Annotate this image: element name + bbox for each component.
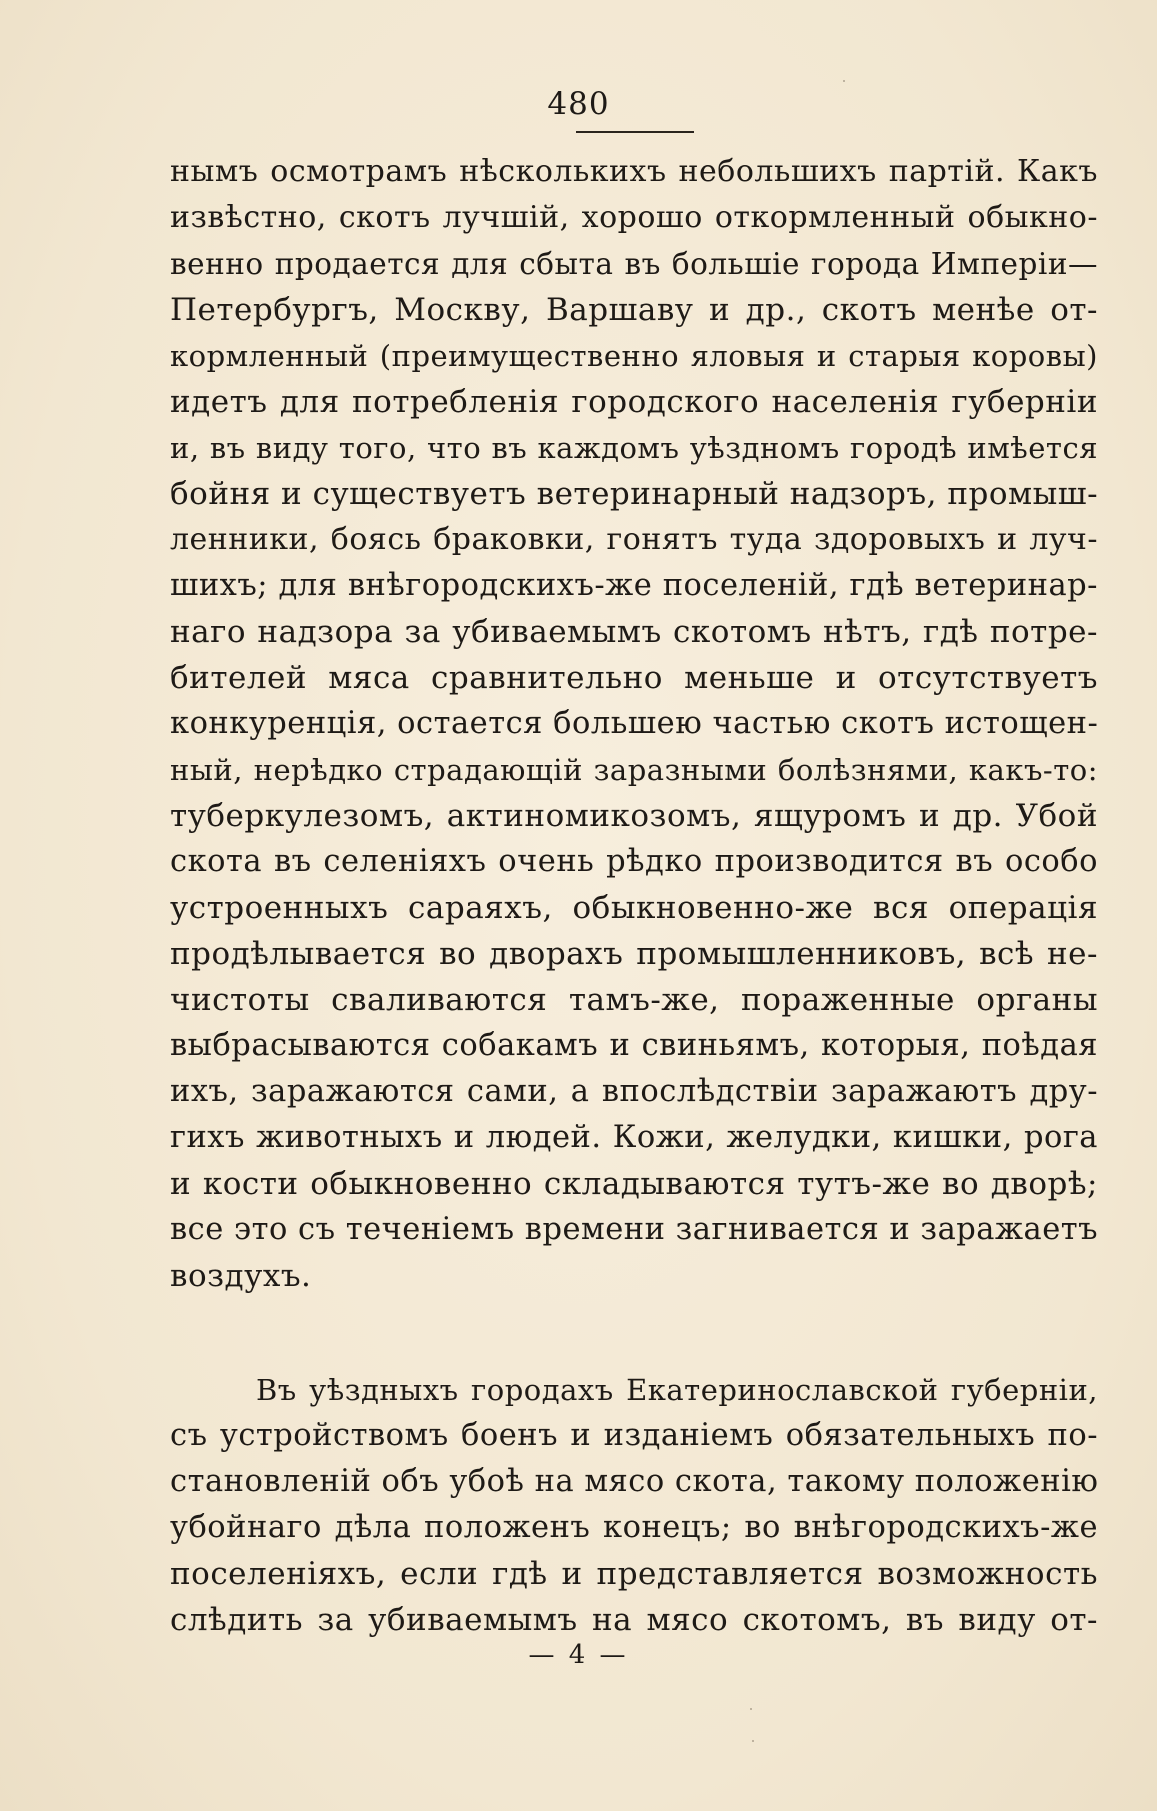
text-line: венно продается для сбыта въ большіе города Имперіи— (170, 247, 1098, 281)
text-line: убойнаго дѣла положенъ конецъ; во внѣгородскихъ-же (170, 1510, 1098, 1545)
text-line: Петербургъ, Москву, Варшаву и др., скотъ менѣе от- (170, 292, 1098, 328)
page-number: 480 (547, 86, 610, 122)
body-text (170, 149, 1098, 1643)
text-line: кормленный (преимущественно яловыя и старыя коровы) (170, 339, 1098, 373)
text-line: наго надзора за убиваемымъ скотомъ нѣтъ, гдѣ потре- (170, 614, 1098, 650)
text-line: скота въ селеніяхъ очень рѣдко производится въ особо (170, 844, 1098, 879)
text-line: ихъ, заражаются сами, а впослѣдствіи заражаютъ дру- (170, 1074, 1098, 1109)
text-line: выбрасываются собакамъ и свиньямъ, которыя, поѣдая (170, 1028, 1098, 1063)
text-line: чистоты сваливаются тамъ-же, пораженные органы (170, 982, 1098, 1018)
text-line: становленій объ убоѣ на мясо скота, такому положенію (170, 1464, 1099, 1499)
header-rule (576, 131, 694, 133)
signature-mark: — 4 — (528, 1640, 629, 1670)
paragraph-2 (170, 1367, 1098, 1643)
text-line: бойня и существуетъ ветеринарный надзоръ, промыш- (170, 476, 1099, 512)
text-line: воздухъ. (170, 1258, 312, 1294)
paper-speck (750, 1708, 752, 1710)
text-line: ный, нерѣдко страдающій заразными болѣзнями, какъ-то: (170, 753, 1098, 787)
text-line: и кости обыкновенно складываются тутъ-же во дворѣ; (170, 1166, 1098, 1202)
text-line: ленники, боясь браковки, гонятъ туда здоровыхъ и луч- (170, 522, 1098, 557)
text-line: продѣлывается во дворахъ промышленниковъ, всѣ не- (170, 936, 1098, 972)
text-line: извѣстно, скотъ лучшій, хорошо откормленный обыкно- (170, 200, 1098, 235)
text-line: съ устройствомъ боенъ и изданіемъ обязательныхъ по- (170, 1418, 1098, 1453)
text-line: гихъ животныхъ и людей. Кожи, желудки, кишки, рога (170, 1120, 1098, 1155)
text-line: все это съ теченіемъ времени загнивается и заражаетъ (170, 1212, 1099, 1247)
text-line: слѣдить за убиваемымъ на мясо скотомъ, въ виду от- (170, 1602, 1098, 1638)
text-line: идетъ для потребленія городского населенія губерніи (170, 384, 1098, 420)
text-line: нымъ осмотрамъ нѣсколькихъ небольшихъ партій. Какъ (170, 154, 1098, 189)
text-line: конкуренція, остается большею частью скотъ истощен- (170, 706, 1099, 741)
text-line: туберкулезомъ, актиномикозомъ, ящуромъ и др. Убой (170, 798, 1098, 834)
paper-speck (752, 1740, 754, 1742)
text-line: устроенныхъ сараяхъ, обыкновенно-же вся операція (170, 890, 1098, 926)
paragraph-1 (170, 149, 1098, 1299)
paragraph-gap (170, 1299, 1098, 1367)
text-line: бителей мяса сравнительно меньше и отсутствуетъ (170, 660, 1098, 696)
text-line: и, въ виду того, что въ каждомъ уѣздномъ городѣ имѣется (170, 431, 1098, 465)
text-line: поселеніяхъ, если гдѣ и представляется возможность (170, 1556, 1098, 1592)
paper-speck (843, 80, 845, 82)
text-line: Въ уѣздныхъ городахъ Екатеринославской губерніи, (256, 1373, 1098, 1407)
text-line: шихъ; для внѣгородскихъ-же поселеній, гдѣ ветеринар- (170, 568, 1098, 603)
